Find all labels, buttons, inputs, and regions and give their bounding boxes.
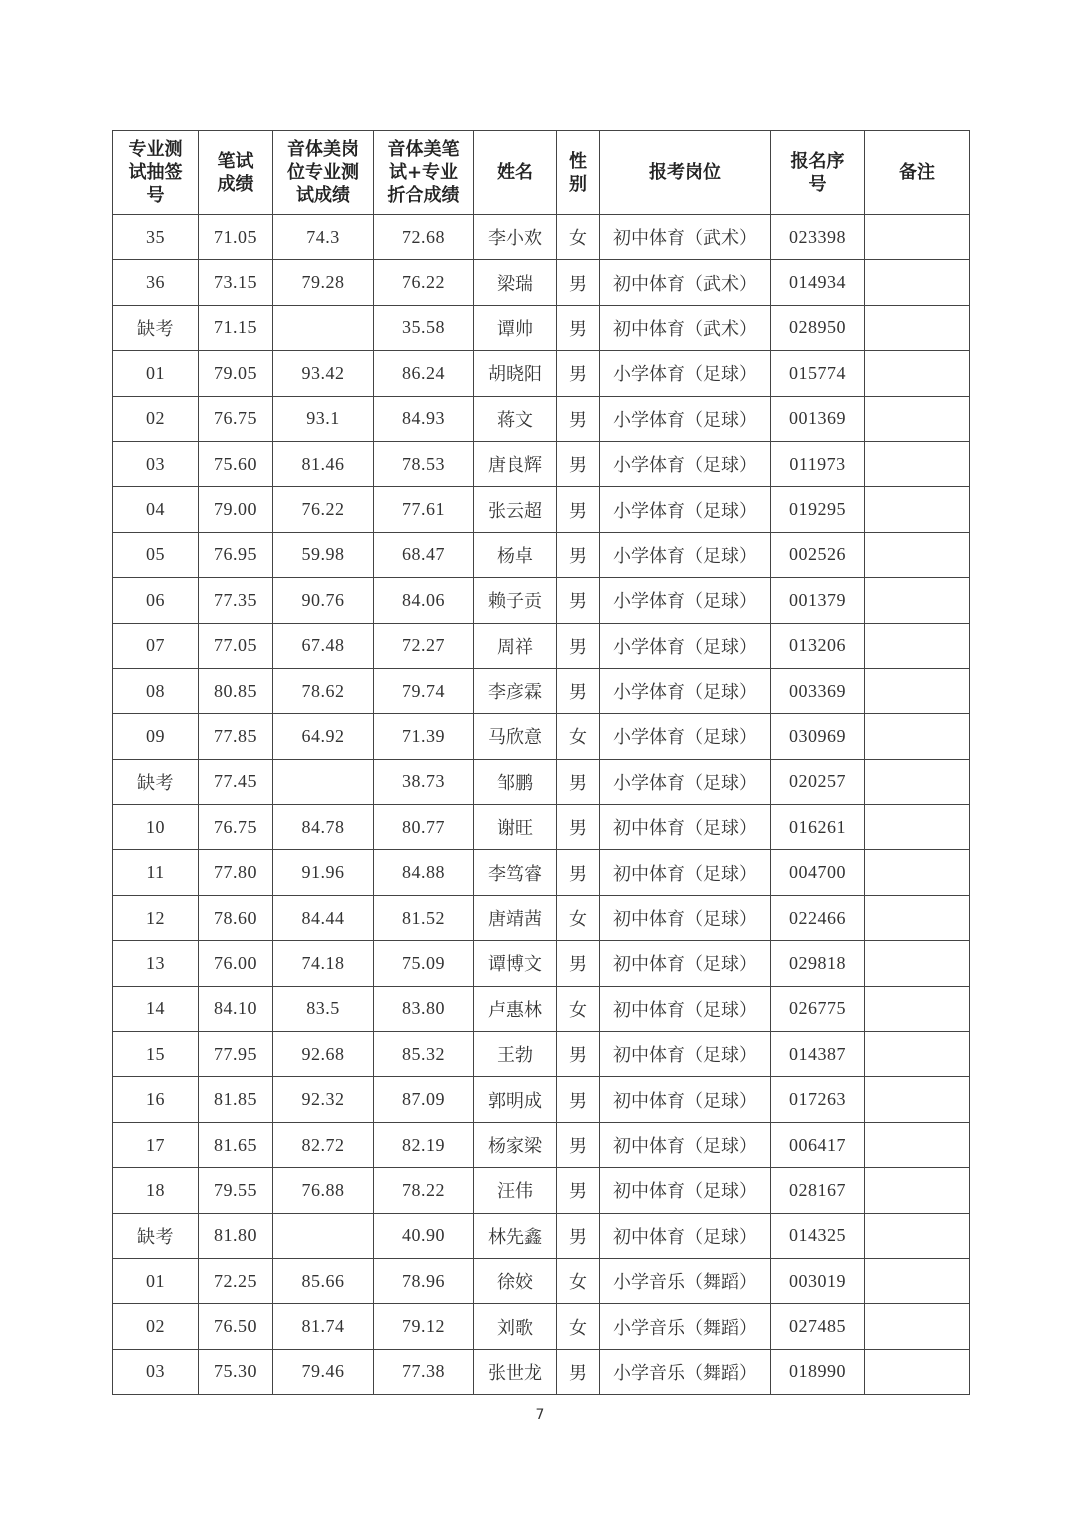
- cell-remarks: [865, 895, 970, 940]
- cell-registration-number: 030969: [771, 714, 865, 759]
- cell-draw-number: 01: [113, 1258, 199, 1303]
- header-combined-score: 音体美笔试+专业折合成绩: [374, 131, 474, 215]
- cell-registration-number: 001369: [771, 396, 865, 441]
- cell-registration-number: 029818: [771, 941, 865, 986]
- cell-professional-score: 83.5: [273, 986, 374, 1031]
- cell-post: 初中体育（足球）: [600, 805, 771, 850]
- cell-registration-number: 006417: [771, 1122, 865, 1167]
- cell-combined-score: 81.52: [374, 895, 474, 940]
- cell-post: 小学体育（足球）: [600, 759, 771, 804]
- table-row: [113, 260, 970, 305]
- score-table: [112, 130, 970, 1395]
- cell-professional-score: 91.96: [273, 850, 374, 895]
- table-row: [113, 805, 970, 850]
- cell-combined-score: 83.80: [374, 986, 474, 1031]
- cell-professional-score: 64.92: [273, 714, 374, 759]
- cell-post: 小学体育（足球）: [600, 441, 771, 486]
- cell-draw-number: 13: [113, 941, 199, 986]
- cell-combined-score: 75.09: [374, 941, 474, 986]
- cell-remarks: [865, 623, 970, 668]
- cell-registration-number: 016261: [771, 805, 865, 850]
- cell-name: 李彦霖: [474, 668, 557, 713]
- cell-combined-score: 72.27: [374, 623, 474, 668]
- cell-combined-score: 78.96: [374, 1258, 474, 1303]
- cell-draw-number: 03: [113, 1349, 199, 1394]
- cell-combined-score: 79.12: [374, 1304, 474, 1349]
- cell-name: 徐姣: [474, 1258, 557, 1303]
- cell-professional-score: [273, 305, 374, 350]
- cell-written-score: 76.00: [199, 941, 273, 986]
- cell-written-score: 84.10: [199, 986, 273, 1031]
- cell-gender: 男: [557, 260, 600, 305]
- table-row: [113, 668, 970, 713]
- cell-gender: 女: [557, 714, 600, 759]
- cell-draw-number: 03: [113, 441, 199, 486]
- cell-gender: 男: [557, 396, 600, 441]
- cell-registration-number: 022466: [771, 895, 865, 940]
- cell-registration-number: 014325: [771, 1213, 865, 1258]
- cell-draw-number: 16: [113, 1077, 199, 1122]
- cell-gender: 男: [557, 1213, 600, 1258]
- cell-name: 张云超: [474, 487, 557, 532]
- cell-name: 林先鑫: [474, 1213, 557, 1258]
- cell-registration-number: 014934: [771, 260, 865, 305]
- cell-name: 谢旺: [474, 805, 557, 850]
- cell-remarks: [865, 441, 970, 486]
- cell-draw-number: 缺考: [113, 305, 199, 350]
- cell-combined-score: 87.09: [374, 1077, 474, 1122]
- cell-registration-number: 023398: [771, 215, 865, 260]
- table-row: [113, 532, 970, 577]
- cell-remarks: [865, 1168, 970, 1213]
- cell-registration-number: 011973: [771, 441, 865, 486]
- cell-gender: 女: [557, 986, 600, 1031]
- cell-post: 初中体育（足球）: [600, 850, 771, 895]
- cell-written-score: 81.80: [199, 1213, 273, 1258]
- cell-post: 初中体育（足球）: [600, 1168, 771, 1213]
- cell-post: 小学体育（足球）: [600, 578, 771, 623]
- table-row: [113, 1122, 970, 1167]
- cell-remarks: [865, 260, 970, 305]
- cell-professional-score: 74.18: [273, 941, 374, 986]
- cell-combined-score: 76.22: [374, 260, 474, 305]
- cell-written-score: 73.15: [199, 260, 273, 305]
- cell-written-score: 77.95: [199, 1032, 273, 1077]
- cell-draw-number: 05: [113, 532, 199, 577]
- cell-combined-score: 78.22: [374, 1168, 474, 1213]
- cell-written-score: 72.25: [199, 1258, 273, 1303]
- cell-registration-number: 028167: [771, 1168, 865, 1213]
- cell-written-score: 79.05: [199, 351, 273, 396]
- cell-name: 刘歌: [474, 1304, 557, 1349]
- cell-combined-score: 78.53: [374, 441, 474, 486]
- cell-professional-score: [273, 759, 374, 804]
- cell-written-score: 77.85: [199, 714, 273, 759]
- cell-combined-score: 38.73: [374, 759, 474, 804]
- cell-professional-score: 90.76: [273, 578, 374, 623]
- cell-registration-number: 013206: [771, 623, 865, 668]
- cell-name: 杨卓: [474, 532, 557, 577]
- cell-professional-score: 84.44: [273, 895, 374, 940]
- cell-draw-number: 04: [113, 487, 199, 532]
- cell-draw-number: 17: [113, 1122, 199, 1167]
- cell-remarks: [865, 986, 970, 1031]
- cell-name: 卢惠林: [474, 986, 557, 1031]
- cell-written-score: 76.75: [199, 396, 273, 441]
- cell-professional-score: 78.62: [273, 668, 374, 713]
- cell-post: 初中体育（武术）: [600, 215, 771, 260]
- cell-draw-number: 14: [113, 986, 199, 1031]
- cell-gender: 男: [557, 805, 600, 850]
- cell-registration-number: 018990: [771, 1349, 865, 1394]
- cell-name: 杨家梁: [474, 1122, 557, 1167]
- table-row: [113, 941, 970, 986]
- cell-written-score: 79.00: [199, 487, 273, 532]
- cell-remarks: [865, 1032, 970, 1077]
- cell-remarks: [865, 351, 970, 396]
- cell-written-score: 81.85: [199, 1077, 273, 1122]
- cell-remarks: [865, 1213, 970, 1258]
- cell-remarks: [865, 1122, 970, 1167]
- cell-post: 初中体育（足球）: [600, 986, 771, 1031]
- cell-written-score: 75.60: [199, 441, 273, 486]
- table-row: [113, 487, 970, 532]
- cell-written-score: 77.05: [199, 623, 273, 668]
- cell-post: 初中体育（足球）: [600, 1213, 771, 1258]
- cell-gender: 女: [557, 215, 600, 260]
- cell-remarks: [865, 396, 970, 441]
- cell-name: 王勃: [474, 1032, 557, 1077]
- cell-post: 初中体育（足球）: [600, 1122, 771, 1167]
- cell-professional-score: 79.28: [273, 260, 374, 305]
- cell-professional-score: 84.78: [273, 805, 374, 850]
- cell-remarks: [865, 1304, 970, 1349]
- cell-draw-number: 07: [113, 623, 199, 668]
- cell-combined-score: 40.90: [374, 1213, 474, 1258]
- cell-written-score: 75.30: [199, 1349, 273, 1394]
- cell-remarks: [865, 487, 970, 532]
- cell-name: 周祥: [474, 623, 557, 668]
- cell-combined-score: 82.19: [374, 1122, 474, 1167]
- table-row: [113, 1349, 970, 1394]
- cell-professional-score: [273, 1213, 374, 1258]
- cell-gender: 男: [557, 305, 600, 350]
- cell-gender: 男: [557, 1122, 600, 1167]
- cell-remarks: [865, 1349, 970, 1394]
- cell-combined-score: 84.06: [374, 578, 474, 623]
- cell-draw-number: 02: [113, 396, 199, 441]
- cell-name: 胡晓阳: [474, 351, 557, 396]
- table-row: [113, 441, 970, 486]
- cell-written-score: 76.95: [199, 532, 273, 577]
- cell-combined-score: 72.68: [374, 215, 474, 260]
- cell-post: 初中体育（武术）: [600, 260, 771, 305]
- cell-written-score: 77.35: [199, 578, 273, 623]
- cell-gender: 男: [557, 532, 600, 577]
- cell-name: 李笃睿: [474, 850, 557, 895]
- cell-gender: 男: [557, 941, 600, 986]
- cell-registration-number: 003019: [771, 1258, 865, 1303]
- cell-written-score: 78.60: [199, 895, 273, 940]
- cell-draw-number: 10: [113, 805, 199, 850]
- cell-gender: 男: [557, 668, 600, 713]
- cell-draw-number: 02: [113, 1304, 199, 1349]
- header-draw-number: 专业测试抽签号: [113, 131, 199, 215]
- table-row: [113, 1077, 970, 1122]
- cell-registration-number: 001379: [771, 578, 865, 623]
- cell-post: 小学体育（足球）: [600, 623, 771, 668]
- cell-draw-number: 12: [113, 895, 199, 940]
- cell-gender: 男: [557, 487, 600, 532]
- cell-professional-score: 74.3: [273, 215, 374, 260]
- cell-name: 谭博文: [474, 941, 557, 986]
- header-written-score: 笔试成绩: [199, 131, 273, 215]
- cell-professional-score: 76.88: [273, 1168, 374, 1213]
- cell-professional-score: 92.32: [273, 1077, 374, 1122]
- cell-registration-number: 015774: [771, 351, 865, 396]
- cell-remarks: [865, 668, 970, 713]
- table-row: [113, 986, 970, 1031]
- cell-post: 小学体育（足球）: [600, 532, 771, 577]
- cell-professional-score: 82.72: [273, 1122, 374, 1167]
- cell-registration-number: 027485: [771, 1304, 865, 1349]
- cell-draw-number: 18: [113, 1168, 199, 1213]
- table-row: [113, 215, 970, 260]
- header-name: 姓名: [474, 131, 557, 215]
- cell-written-score: 77.45: [199, 759, 273, 804]
- cell-post: 小学体育（足球）: [600, 487, 771, 532]
- header-row: [113, 131, 970, 215]
- cell-post: 小学体育（足球）: [600, 714, 771, 759]
- cell-name: 赖子贡: [474, 578, 557, 623]
- cell-remarks: [865, 532, 970, 577]
- cell-registration-number: 020257: [771, 759, 865, 804]
- cell-gender: 男: [557, 623, 600, 668]
- cell-professional-score: 85.66: [273, 1258, 374, 1303]
- header-registration-number: 报名序号: [771, 131, 865, 215]
- table-body: [113, 215, 970, 1395]
- header-gender: 性别: [557, 131, 600, 215]
- cell-post: 小学体育（足球）: [600, 668, 771, 713]
- cell-remarks: [865, 1258, 970, 1303]
- cell-gender: 女: [557, 1304, 600, 1349]
- cell-gender: 男: [557, 1032, 600, 1077]
- cell-remarks: [865, 714, 970, 759]
- cell-post: 小学音乐（舞蹈）: [600, 1258, 771, 1303]
- cell-draw-number: 缺考: [113, 1213, 199, 1258]
- cell-gender: 男: [557, 578, 600, 623]
- table-row: [113, 759, 970, 804]
- table-row: [113, 850, 970, 895]
- cell-gender: 女: [557, 895, 600, 940]
- cell-remarks: [865, 215, 970, 260]
- cell-remarks: [865, 805, 970, 850]
- cell-professional-score: 67.48: [273, 623, 374, 668]
- cell-professional-score: 81.74: [273, 1304, 374, 1349]
- cell-name: 马欣意: [474, 714, 557, 759]
- cell-registration-number: 004700: [771, 850, 865, 895]
- cell-gender: 男: [557, 441, 600, 486]
- cell-draw-number: 06: [113, 578, 199, 623]
- cell-gender: 男: [557, 1349, 600, 1394]
- cell-remarks: [865, 941, 970, 986]
- cell-registration-number: 026775: [771, 986, 865, 1031]
- cell-combined-score: 68.47: [374, 532, 474, 577]
- cell-combined-score: 86.24: [374, 351, 474, 396]
- cell-name: 汪伟: [474, 1168, 557, 1213]
- cell-remarks: [865, 578, 970, 623]
- cell-registration-number: 019295: [771, 487, 865, 532]
- cell-written-score: 81.65: [199, 1122, 273, 1167]
- cell-registration-number: 014387: [771, 1032, 865, 1077]
- page-number: 7: [535, 1407, 545, 1423]
- cell-draw-number: 15: [113, 1032, 199, 1077]
- cell-name: 蒋文: [474, 396, 557, 441]
- table-row: [113, 1032, 970, 1077]
- cell-post: 初中体育（足球）: [600, 941, 771, 986]
- cell-name: 梁瑞: [474, 260, 557, 305]
- table-row: [113, 895, 970, 940]
- cell-professional-score: 79.46: [273, 1349, 374, 1394]
- cell-name: 邹鹏: [474, 759, 557, 804]
- cell-draw-number: 36: [113, 260, 199, 305]
- cell-remarks: [865, 1077, 970, 1122]
- cell-combined-score: 85.32: [374, 1032, 474, 1077]
- cell-combined-score: 84.93: [374, 396, 474, 441]
- table-row: [113, 396, 970, 441]
- cell-written-score: 77.80: [199, 850, 273, 895]
- cell-draw-number: 09: [113, 714, 199, 759]
- cell-written-score: 71.15: [199, 305, 273, 350]
- cell-draw-number: 08: [113, 668, 199, 713]
- cell-written-score: 79.55: [199, 1168, 273, 1213]
- header-post: 报考岗位: [600, 131, 771, 215]
- cell-gender: 男: [557, 850, 600, 895]
- cell-gender: 女: [557, 1258, 600, 1303]
- cell-post: 初中体育（足球）: [600, 1032, 771, 1077]
- cell-name: 唐靖茜: [474, 895, 557, 940]
- header-professional-score: 音体美岗位专业测试成绩: [273, 131, 374, 215]
- cell-professional-score: 81.46: [273, 441, 374, 486]
- cell-written-score: 80.85: [199, 668, 273, 713]
- cell-gender: 男: [557, 759, 600, 804]
- cell-draw-number: 缺考: [113, 759, 199, 804]
- cell-post: 小学音乐（舞蹈）: [600, 1304, 771, 1349]
- header-remarks: 备注: [865, 131, 970, 215]
- cell-registration-number: 003369: [771, 668, 865, 713]
- cell-draw-number: 01: [113, 351, 199, 396]
- cell-name: 郭明成: [474, 1077, 557, 1122]
- cell-combined-score: 84.88: [374, 850, 474, 895]
- cell-combined-score: 35.58: [374, 305, 474, 350]
- cell-name: 唐良辉: [474, 441, 557, 486]
- cell-combined-score: 77.38: [374, 1349, 474, 1394]
- cell-combined-score: 77.61: [374, 487, 474, 532]
- cell-combined-score: 71.39: [374, 714, 474, 759]
- cell-remarks: [865, 759, 970, 804]
- cell-written-score: 76.75: [199, 805, 273, 850]
- cell-draw-number: 35: [113, 215, 199, 260]
- table-row: [113, 714, 970, 759]
- cell-post: 小学音乐（舞蹈）: [600, 1349, 771, 1394]
- cell-name: 谭帅: [474, 305, 557, 350]
- cell-registration-number: 017263: [771, 1077, 865, 1122]
- table-row: [113, 623, 970, 668]
- cell-registration-number: 002526: [771, 532, 865, 577]
- cell-draw-number: 11: [113, 850, 199, 895]
- cell-post: 初中体育（足球）: [600, 895, 771, 940]
- cell-gender: 男: [557, 1168, 600, 1213]
- table-row: [113, 1213, 970, 1258]
- cell-remarks: [865, 305, 970, 350]
- cell-professional-score: 76.22: [273, 487, 374, 532]
- table-row: [113, 1304, 970, 1349]
- cell-written-score: 71.05: [199, 215, 273, 260]
- table-row: [113, 1258, 970, 1303]
- table-row: [113, 351, 970, 396]
- cell-post: 小学体育（足球）: [600, 396, 771, 441]
- cell-name: 李小欢: [474, 215, 557, 260]
- cell-professional-score: 59.98: [273, 532, 374, 577]
- cell-written-score: 76.50: [199, 1304, 273, 1349]
- cell-gender: 男: [557, 351, 600, 396]
- table-row: [113, 305, 970, 350]
- cell-professional-score: 93.42: [273, 351, 374, 396]
- cell-post: 小学体育（足球）: [600, 351, 771, 396]
- cell-combined-score: 79.74: [374, 668, 474, 713]
- cell-post: 初中体育（武术）: [600, 305, 771, 350]
- table-row: [113, 1168, 970, 1213]
- cell-name: 张世龙: [474, 1349, 557, 1394]
- table-row: [113, 578, 970, 623]
- cell-post: 初中体育（足球）: [600, 1077, 771, 1122]
- cell-professional-score: 92.68: [273, 1032, 374, 1077]
- cell-combined-score: 80.77: [374, 805, 474, 850]
- cell-professional-score: 93.1: [273, 396, 374, 441]
- cell-gender: 男: [557, 1077, 600, 1122]
- cell-registration-number: 028950: [771, 305, 865, 350]
- cell-remarks: [865, 850, 970, 895]
